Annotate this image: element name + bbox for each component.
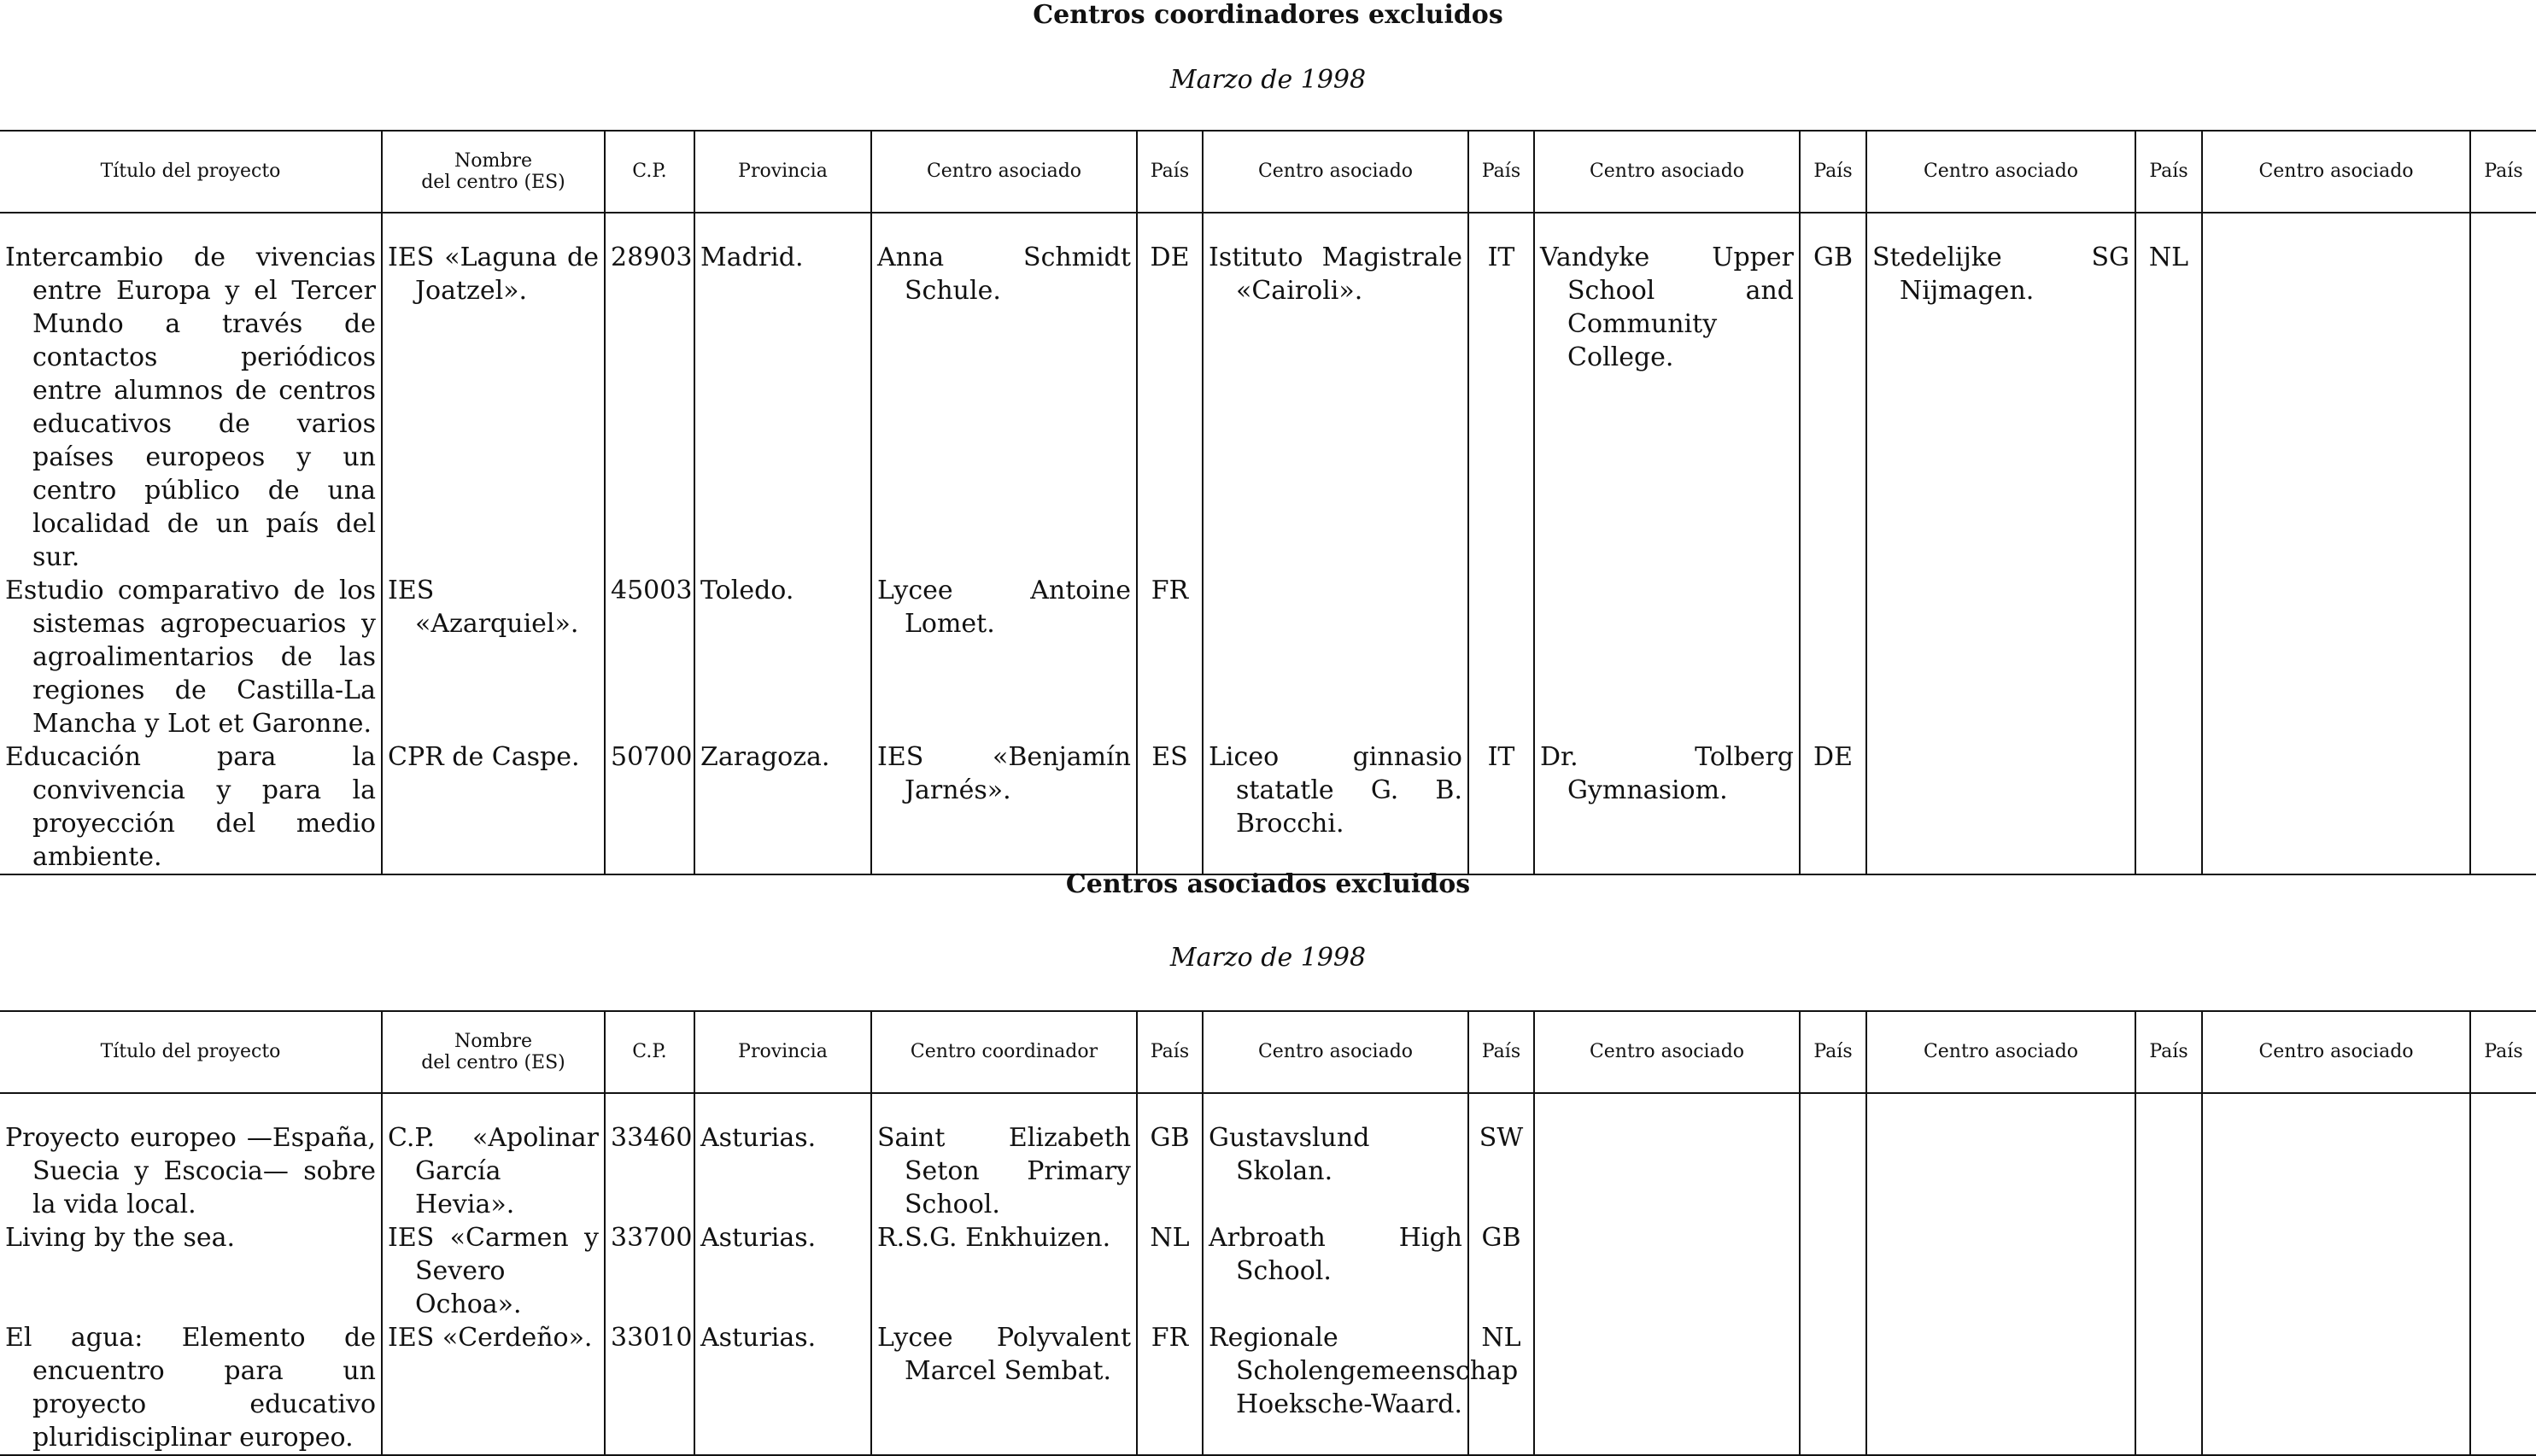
cell-pais: GB (1137, 1093, 1203, 1221)
cell-provincia: Madrid. (694, 213, 871, 574)
table-header-row (0, 1011, 2536, 1093)
cell-centro: Stedelijke SG Nijmagen. (1866, 213, 2135, 574)
section1-date: Marzo de 1998 (1169, 65, 1367, 95)
table-row (0, 740, 2536, 874)
cell-pais (2470, 574, 2536, 740)
cell-codigo-postal: 50700 (605, 740, 694, 874)
cell-pais: ES (1137, 740, 1203, 874)
cell-centro: Lycee Polyvalent Marcel Sembat. (871, 1321, 1137, 1455)
table-row (0, 1221, 2536, 1321)
cell-centro: R.S.G. Enkhuizen. (871, 1221, 1137, 1321)
cell-pais: NL (1137, 1221, 1203, 1321)
table-row (0, 213, 2536, 574)
cell-centro (2202, 740, 2470, 874)
cell-pais: IT (1468, 213, 1534, 574)
cell-centro (1203, 574, 1468, 740)
cell-centro (2202, 1093, 2470, 1221)
cell-centro: Saint Elizabeth Seton Primary School. (871, 1093, 1137, 1221)
column-header: País (2135, 131, 2202, 213)
column-header: Centro asociado (2202, 1011, 2470, 1093)
cell-centro (2202, 1221, 2470, 1321)
cell-centro: Vandyke Upper School and Community College. (1534, 213, 1800, 574)
cell-codigo-postal: 33700 (605, 1221, 694, 1321)
cell-pais (1800, 1093, 1866, 1221)
cell-pais (2135, 740, 2202, 874)
cell-codigo-postal: 28903 (605, 213, 694, 574)
column-header: País (1468, 1011, 1534, 1093)
column-header: C.P. (605, 131, 694, 213)
cell-titulo-proyecto: Estudio comparativo de los sistemas agropecuarios y agroalimentarios de las regiones de Castilla-La Mancha y Lot et Garonne. (0, 574, 382, 740)
column-header: Centro asociado (1534, 1011, 1800, 1093)
cell-pais: NL (2135, 213, 2202, 574)
cell-pais: DE (1800, 740, 1866, 874)
cell-pais: IT (1468, 740, 1534, 874)
cell-pais: DE (1137, 213, 1203, 574)
cell-nombre-centro: IES «Azarquiel». (382, 574, 605, 740)
column-header: Centro coordinador (871, 1011, 1137, 1093)
cell-pais: GB (1468, 1221, 1534, 1321)
section2-title: Centros asociados excluidos (1065, 869, 1471, 899)
table-asociados-excluidos (0, 1010, 2536, 1456)
cell-pais (2470, 213, 2536, 574)
column-header: Nombre del centro (ES) (382, 1011, 605, 1093)
cell-pais: GB (1800, 213, 1866, 574)
cell-centro (1534, 1221, 1800, 1321)
cell-pais: FR (1137, 1321, 1203, 1455)
cell-centro: Gustavslund Skolan. (1203, 1093, 1468, 1221)
cell-titulo-proyecto: Proyecto europeo —España, Suecia y Escocia— sobre la vida local. (0, 1093, 382, 1221)
cell-centro (1866, 1321, 2135, 1455)
cell-nombre-centro: IES «Cerdeño». (382, 1321, 605, 1455)
column-header: País (2470, 1011, 2536, 1093)
column-header: Centro asociado (1866, 1011, 2135, 1093)
cell-centro: Istituto Magistrale «Cairoli». (1203, 213, 1468, 574)
cell-nombre-centro: C.P. «Apolinar García Hevia». (382, 1093, 605, 1221)
cell-nombre-centro: IES «Carmen y Severo Ochoa». (382, 1221, 605, 1321)
column-header: Provincia (694, 1011, 871, 1093)
cell-codigo-postal: 33460 (605, 1093, 694, 1221)
cell-titulo-proyecto: Living by the sea. (0, 1221, 382, 1321)
cell-centro (2202, 1321, 2470, 1455)
column-header: Nombre del centro (ES) (382, 131, 605, 213)
cell-pais (2135, 1321, 2202, 1455)
column-header: Provincia (694, 131, 871, 213)
column-header: Centro asociado (1203, 1011, 1468, 1093)
cell-provincia: Asturias. (694, 1321, 871, 1455)
cell-centro (1534, 1321, 1800, 1455)
cell-provincia: Asturias. (694, 1221, 871, 1321)
column-header: C.P. (605, 1011, 694, 1093)
cell-pais (2135, 1221, 2202, 1321)
cell-pais (2470, 1321, 2536, 1455)
column-header: País (2470, 131, 2536, 213)
cell-centro (1866, 740, 2135, 874)
column-header: Centro asociado (1866, 131, 2135, 213)
cell-centro (2202, 213, 2470, 574)
cell-pais (2470, 1093, 2536, 1221)
cell-provincia: Zaragoza. (694, 740, 871, 874)
cell-titulo-proyecto: Educación para la convivencia y para la proyección del medio ambiente. (0, 740, 382, 874)
column-header: Centro asociado (871, 131, 1137, 213)
cell-centro (1534, 1093, 1800, 1221)
cell-provincia: Toledo. (694, 574, 871, 740)
cell-centro: Liceo ginnasio statatle G. B. Brocchi. (1203, 740, 1468, 874)
table-coordinadores-excluidos (0, 130, 2536, 875)
cell-pais (1800, 1321, 1866, 1455)
cell-centro (1534, 574, 1800, 740)
cell-titulo-proyecto: Intercambio de vivencias entre Europa y el Tercer Mundo a través de contactos periódicos entre alumnos de centros educativos de varios países europeos y un centro público de una localidad de un país del sur. (0, 213, 382, 574)
cell-provincia: Asturias. (694, 1093, 871, 1221)
cell-pais (2135, 1093, 2202, 1221)
cell-nombre-centro: CPR de Caspe. (382, 740, 605, 874)
column-header: País (1468, 131, 1534, 213)
table-row (0, 1321, 2536, 1455)
column-header: País (2135, 1011, 2202, 1093)
cell-pais: FR (1137, 574, 1203, 740)
cell-pais (2135, 574, 2202, 740)
column-header: Título del proyecto (0, 1011, 382, 1093)
column-header: Centro asociado (2202, 131, 2470, 213)
section1-title: Centros coordinadores excluidos (1033, 0, 1503, 30)
cell-centro: Regionale Scholengemeenschap Hoeksche-Waard. (1203, 1321, 1468, 1455)
cell-nombre-centro: IES «Laguna de Joatzel». (382, 213, 605, 574)
cell-pais (1468, 574, 1534, 740)
cell-centro: Anna Schmidt Schule. (871, 213, 1137, 574)
cell-centro: Dr. Tolberg Gymnasiom. (1534, 740, 1800, 874)
cell-centro: Lycee Antoine Lomet. (871, 574, 1137, 740)
cell-pais: SW (1468, 1093, 1534, 1221)
cell-titulo-proyecto: El agua: Elemento de encuentro para un proyecto educativo pluridisciplinar europeo. (0, 1321, 382, 1455)
cell-centro: Arbroath High School. (1203, 1221, 1468, 1321)
table-row (0, 574, 2536, 740)
cell-centro (2202, 574, 2470, 740)
column-header: Centro asociado (1534, 131, 1800, 213)
column-header: País (1800, 1011, 1866, 1093)
table-header-row (0, 131, 2536, 213)
column-header: Centro asociado (1203, 131, 1468, 213)
column-header: País (1800, 131, 1866, 213)
cell-codigo-postal: 33010 (605, 1321, 694, 1455)
cell-pais (1800, 574, 1866, 740)
column-header: Título del proyecto (0, 131, 382, 213)
cell-centro (1866, 1221, 2135, 1321)
cell-centro (1866, 574, 2135, 740)
section2-date: Marzo de 1998 (1169, 943, 1367, 973)
cell-pais (2470, 1221, 2536, 1321)
column-header: País (1137, 131, 1203, 213)
cell-pais (1800, 1221, 1866, 1321)
cell-codigo-postal: 45003 (605, 574, 694, 740)
cell-centro (1866, 1093, 2135, 1221)
table-row (0, 1093, 2536, 1221)
cell-pais: NL (1468, 1321, 1534, 1455)
cell-centro: IES «Benjamín Jarnés». (871, 740, 1137, 874)
column-header: País (1137, 1011, 1203, 1093)
cell-pais (2470, 740, 2536, 874)
